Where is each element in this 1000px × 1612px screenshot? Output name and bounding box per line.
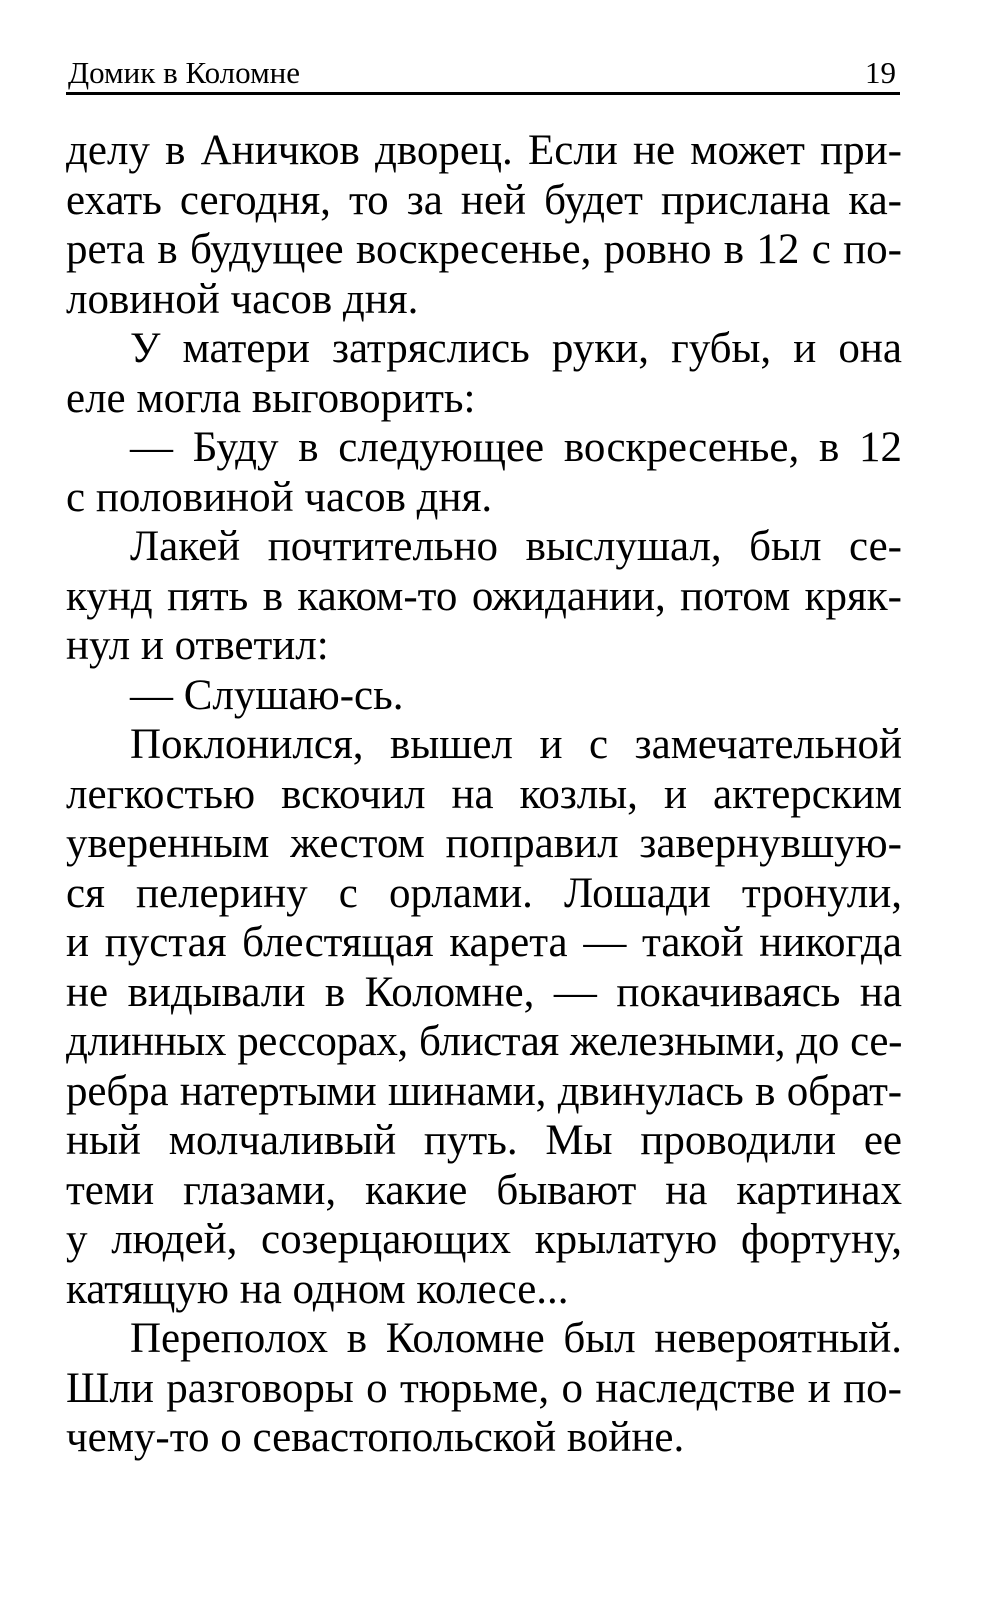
text-line: и пустая блестящая карета — такой никогда [66,919,902,966]
text-line: ся пелерину с орлами. Лошади тронули, [66,869,902,917]
text-line: теми глазами, какие бывают на картинах [66,1166,902,1214]
text-line: катящую на одном колесе... [66,1265,569,1313]
text-line: Переполох в Коломне был невероятный. [130,1315,902,1362]
text-line: ловиной часов дня. [66,275,419,323]
text-line: нул и ответил: [66,622,329,669]
text-line: с половиной часов дня. [66,473,493,521]
text-line: у людей, созерцающих крылатую фортуну, [66,1216,902,1263]
page-number: 19 [865,55,896,90]
text-line: уверенным жестом поправил завернувшую- [66,820,902,867]
text-line: делу в Аничков дворец. Если не может при- [66,127,902,174]
text-line: длинных рессорах, блистая железными, до се- [66,1018,902,1065]
text-line: рета в будущее воскресенье, ровно в 12 с по- [66,226,902,273]
text-line: Поклонился, вышел и с замечательной [130,721,902,768]
body-text [66,126,902,1463]
text-line: ехать сегодня, то за ней будет прислана ка- [66,176,902,224]
running-head [68,48,896,90]
header-rule [66,92,900,95]
text-line: кунд пять в каком-то ожидании, потом кряк- [66,572,902,620]
text-line: Шли разговоры о тюрьме, о наследстве и по- [66,1364,902,1412]
text-line: чему-то о севастопольской войне. [66,1414,685,1461]
text-line: ный молчаливый путь. Мы проводили ее [66,1117,902,1164]
text-line: Лакей почтительно выслушал, был се- [130,523,902,570]
text-line: — Слушаю-сь. [130,671,404,719]
text-line: — Буду в следующее воскресенье, в 12 [130,424,902,471]
text-line: еле могла выговорить: [66,374,476,422]
running-title: Домик в Коломне [68,55,301,90]
text-line: легкостью вскочил на козлы, и актерским [66,770,902,818]
text-line: ребра натертыми шинами, двинулась в обрат- [66,1067,902,1115]
text-line: У матери затряслись руки, губы, и она [130,325,902,372]
text-line: не видывали в Коломне, — покачиваясь на [66,968,902,1016]
